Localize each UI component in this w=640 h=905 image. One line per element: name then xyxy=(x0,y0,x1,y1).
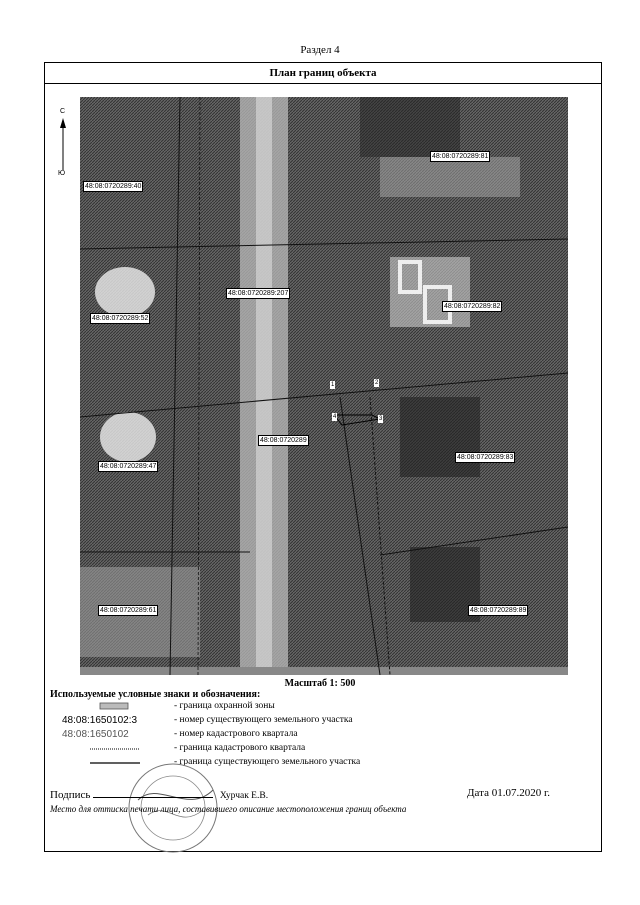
legend-text: - номер кадастрового квартала xyxy=(174,729,298,739)
compass-south-label: Ю xyxy=(58,170,66,177)
legend-text: - граница существующего земельного участка xyxy=(174,757,361,767)
legend-symbol-quarter-number: 48:08:1650102 xyxy=(62,729,129,740)
compass-north-label: С xyxy=(60,108,66,115)
section-title: Раздел 4 xyxy=(300,44,340,56)
signature-line xyxy=(93,787,213,798)
boundary-point-label: 1 xyxy=(331,382,335,388)
parcel-label: 48:08:0720289:52 xyxy=(92,315,149,322)
boundary-point-label: 2 xyxy=(375,380,379,386)
cadastral-map xyxy=(80,97,568,675)
parcel-label: 48:08:0720289:40 xyxy=(85,183,142,190)
parcel-label: 48:08:0720289:61 xyxy=(100,607,157,614)
legend-symbol-quarter-boundary xyxy=(62,742,172,755)
stamp-place-note: Место для оттиска печати лица, составившего описание местоположения границ объекта xyxy=(50,804,407,814)
map-scale: Масштаб 1: 500 xyxy=(284,678,356,689)
parcel-label: 48:08:0720289:207 xyxy=(228,290,289,297)
signer-name: Хурчак Е.В. xyxy=(219,791,269,801)
parcel-label: 48:08:0720289:82 xyxy=(444,303,501,310)
parcel-label: 48:08:0720289:83 xyxy=(457,454,514,461)
legend-text: - граница охранной зоны xyxy=(174,701,275,711)
map-background xyxy=(80,97,568,675)
legend-symbol-parcel-number: 48:08:1650102:3 xyxy=(62,715,138,726)
signature-date: Дата 01.07.2020 г. xyxy=(467,787,550,799)
parcel-label: 48:08:0720289:89 xyxy=(470,607,527,614)
plan-title: План границ объекта xyxy=(45,63,601,84)
compass xyxy=(52,108,72,188)
legend-symbol-protection-zone xyxy=(62,700,172,713)
north-arrow-icon xyxy=(54,118,74,178)
boundary-point-label: 4 xyxy=(333,414,337,420)
parcel-label: 48:08:0720289:81 xyxy=(432,153,489,160)
legend-title: Используемые условные знаки и обозначения: xyxy=(50,689,261,700)
signature-row xyxy=(50,787,550,801)
signature-label: Подпись xyxy=(50,789,91,801)
legend-text: - граница кадастрового квартала xyxy=(174,743,306,753)
legend-text: - номер существующего земельного участка xyxy=(174,715,353,725)
boundary-point-label: 3 xyxy=(379,416,383,422)
parcel-label: 48:08:0720289:47 xyxy=(100,463,157,470)
parcel-label: 48:08:0720289 xyxy=(260,437,307,444)
